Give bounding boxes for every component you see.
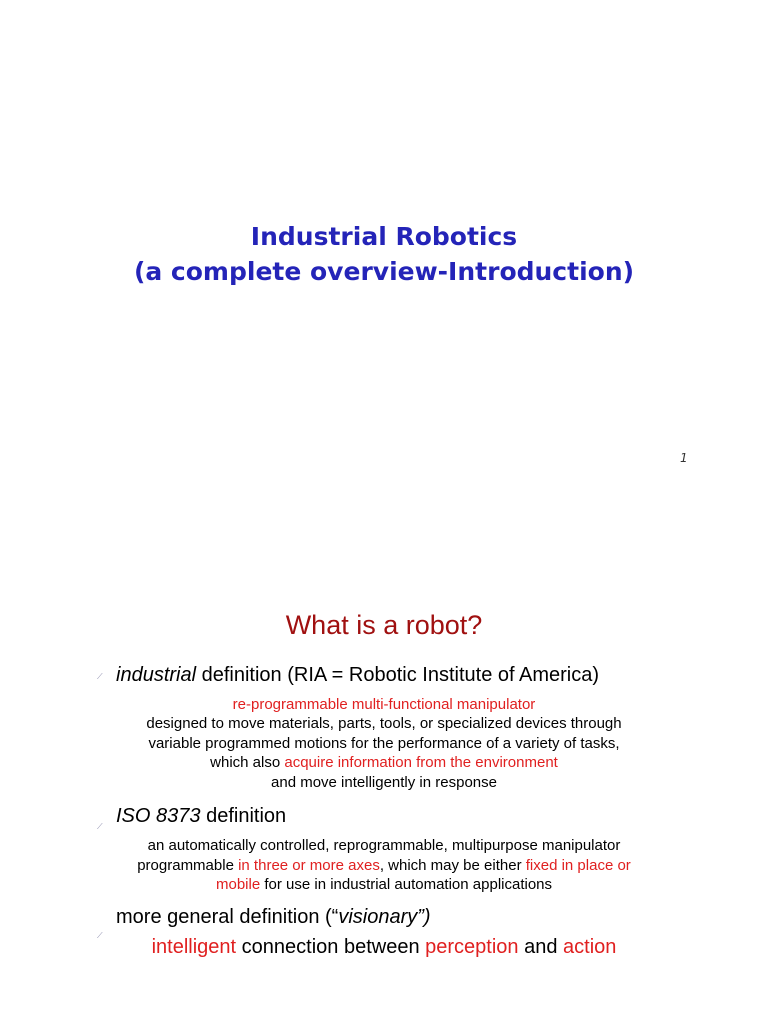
- section3-heading-italic: visionary”): [338, 906, 431, 928]
- slide1-title-line1: Industrial Robotics: [250, 222, 518, 251]
- section1-line4-a: which also: [210, 754, 285, 771]
- section2-line2-b: in three or more axes: [238, 857, 380, 874]
- section1-line5: and move intelligently in response: [271, 774, 497, 791]
- section2-line3-a: mobile: [215, 876, 261, 893]
- section3-heading-a: more general definition (“: [116, 906, 339, 928]
- section2-heading-rest: definition: [200, 805, 287, 827]
- section3-perception: perception: [425, 936, 519, 958]
- section1-line2: designed to move materials, parts, tools, or specialized devices through: [146, 715, 622, 732]
- section2-line2-d: fixed in place or: [525, 857, 631, 874]
- section1-heading-rest: definition (RIA = Robotic Institute of America): [196, 664, 600, 686]
- section3-intelligent: intelligent: [151, 936, 237, 958]
- section1-heading: [116, 664, 599, 687]
- section3-connection: connection between: [236, 936, 426, 958]
- section2-line2-c: , which may be either: [379, 857, 526, 874]
- section2-line2: [0, 856, 768, 875]
- slide2-title: What is a robot?: [285, 610, 483, 640]
- section2-heading: [116, 805, 286, 828]
- section1-line3: variable programmed motions for the performance of a variety of tasks,: [148, 735, 620, 752]
- bullet-icon: ⟋: [97, 822, 103, 831]
- section3-action: action: [563, 936, 617, 958]
- section1-line4-b: acquire information from the environment: [284, 754, 558, 771]
- section1-line1: re-programmable multi-functional manipulator: [232, 696, 536, 713]
- section1-line4: [0, 753, 768, 772]
- section1-heading-italic: industrial: [116, 664, 197, 686]
- slide1-title-line2: (a complete overview-Introduction): [133, 257, 635, 286]
- page-number: 1: [680, 451, 688, 465]
- section3-and: and: [518, 936, 564, 958]
- bullet-icon: ⟋: [97, 931, 103, 940]
- section3-line: [0, 936, 768, 959]
- section2-line3-b: for use in industrial automation applications: [260, 876, 553, 893]
- section2-heading-italic: ISO 8373: [116, 805, 201, 827]
- bullet-icon: ⟋: [97, 672, 103, 681]
- section2-line3: [0, 875, 768, 894]
- section3-heading: [116, 906, 431, 929]
- section2-line1: an automatically controlled, reprogrammable, multipurpose manipulator: [147, 837, 621, 854]
- section2-line2-a: programmable: [137, 857, 239, 874]
